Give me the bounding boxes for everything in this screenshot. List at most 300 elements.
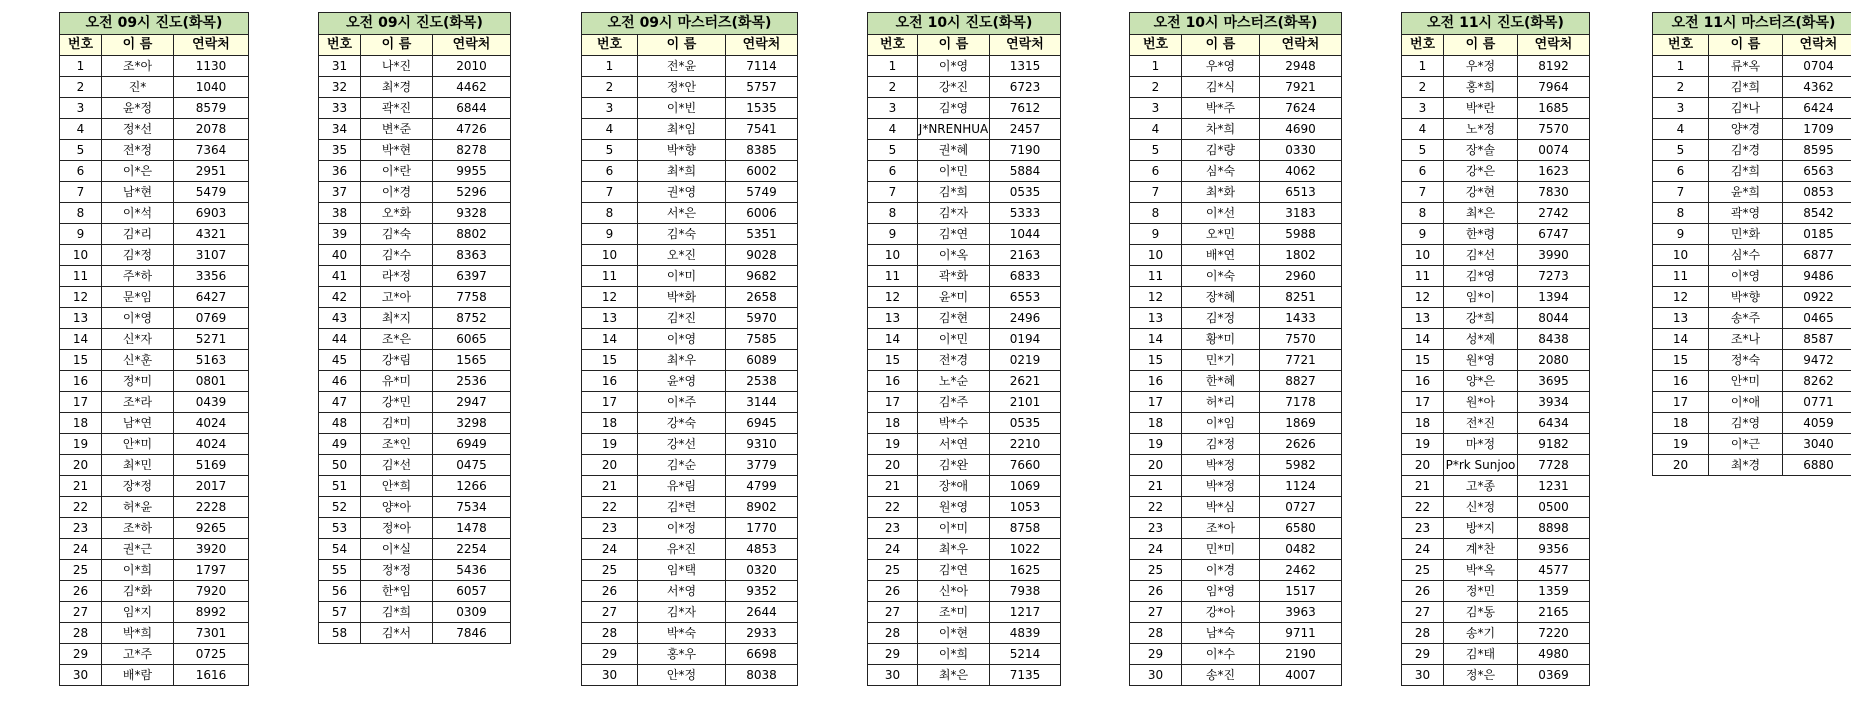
contact-number: 0853 xyxy=(1783,182,1851,203)
contact-number: 5970 xyxy=(726,308,798,329)
member-name: 강*민 xyxy=(361,392,433,413)
member-name: 차*희 xyxy=(1182,119,1260,140)
member-name: 남*현 xyxy=(102,182,174,203)
row-number: 20 xyxy=(582,455,638,476)
member-name: 김*동 xyxy=(1444,602,1518,623)
sheet-table-5 xyxy=(1129,12,1342,686)
row-number: 3 xyxy=(1402,98,1444,119)
table-title: 오전 10시 진도(화목) xyxy=(868,13,1061,35)
table-row xyxy=(1130,224,1342,245)
contact-number: 7135 xyxy=(990,665,1061,686)
table-row xyxy=(868,329,1061,350)
member-name: 김*식 xyxy=(1182,77,1260,98)
table-row xyxy=(319,140,511,161)
row-number: 17 xyxy=(1130,392,1182,413)
header-name: 이 름 xyxy=(1182,35,1260,56)
row-number: 36 xyxy=(319,161,361,182)
contact-number: 2626 xyxy=(1260,434,1342,455)
contact-number: 7534 xyxy=(433,497,511,518)
member-name: 심*숙 xyxy=(1182,161,1260,182)
member-name: 김*태 xyxy=(1444,644,1518,665)
row-number: 24 xyxy=(1130,539,1182,560)
contact-number: 0369 xyxy=(1518,665,1590,686)
member-name: 김*련 xyxy=(638,497,726,518)
row-number: 54 xyxy=(319,539,361,560)
contact-number: 5271 xyxy=(174,329,249,350)
row-number: 19 xyxy=(582,434,638,455)
contact-number: 3695 xyxy=(1518,371,1590,392)
contact-number: 8902 xyxy=(726,497,798,518)
contact-number: 6747 xyxy=(1518,224,1590,245)
table-row xyxy=(868,644,1061,665)
table-row xyxy=(1402,56,1590,77)
table-row xyxy=(582,497,798,518)
contact-number: 9356 xyxy=(1518,539,1590,560)
contact-number: 2163 xyxy=(990,245,1061,266)
member-name: 이*영 xyxy=(918,56,990,77)
row-number: 7 xyxy=(1130,182,1182,203)
contact-number: 4853 xyxy=(726,539,798,560)
row-number: 23 xyxy=(1130,518,1182,539)
member-name: 이*란 xyxy=(361,161,433,182)
contact-number: 9486 xyxy=(1783,266,1851,287)
contact-number: 5749 xyxy=(726,182,798,203)
header-contact: 연락처 xyxy=(990,35,1061,56)
member-name: 이*영 xyxy=(102,308,174,329)
contact-number: 6880 xyxy=(1783,455,1851,476)
contact-number: 7585 xyxy=(726,329,798,350)
member-name: 정*민 xyxy=(1444,581,1518,602)
member-name: 김*자 xyxy=(638,602,726,623)
contact-number: 6057 xyxy=(433,581,511,602)
row-number: 26 xyxy=(1130,581,1182,602)
row-number: 3 xyxy=(1653,98,1709,119)
row-number: 14 xyxy=(1653,329,1709,350)
row-number: 1 xyxy=(582,56,638,77)
member-name: 김*자 xyxy=(918,203,990,224)
table-row xyxy=(1402,329,1590,350)
contact-number: 7660 xyxy=(990,455,1061,476)
member-name: 안*희 xyxy=(361,476,433,497)
member-name: 노*순 xyxy=(918,371,990,392)
member-name: 권*영 xyxy=(638,182,726,203)
table-row xyxy=(868,560,1061,581)
table-title: 오전 11시 마스터즈(화목) xyxy=(1653,13,1851,35)
row-number: 16 xyxy=(1130,371,1182,392)
table-row xyxy=(1402,476,1590,497)
member-name: 심*수 xyxy=(1709,245,1783,266)
row-number: 21 xyxy=(1402,476,1444,497)
table-row xyxy=(60,560,249,581)
table-row xyxy=(1402,497,1590,518)
contact-number: 4362 xyxy=(1783,77,1851,98)
contact-number: 0320 xyxy=(726,560,798,581)
contact-number: 8038 xyxy=(726,665,798,686)
table-row xyxy=(319,560,511,581)
table-row xyxy=(1402,140,1590,161)
row-number: 5 xyxy=(868,140,918,161)
contact-number: 7921 xyxy=(1260,77,1342,98)
contact-number: 8595 xyxy=(1783,140,1851,161)
member-name: 최*은 xyxy=(1444,203,1518,224)
contact-number: 7364 xyxy=(174,140,249,161)
table-row xyxy=(60,329,249,350)
table-row xyxy=(1653,455,1851,476)
member-name: 박*화 xyxy=(638,287,726,308)
contact-number: 0535 xyxy=(990,182,1061,203)
member-name: 오*화 xyxy=(361,203,433,224)
member-name: 안*미 xyxy=(1709,371,1783,392)
row-number: 50 xyxy=(319,455,361,476)
contact-number: 4007 xyxy=(1260,665,1342,686)
member-name: 정*숙 xyxy=(1709,350,1783,371)
member-name: 고*아 xyxy=(361,287,433,308)
table-row xyxy=(582,98,798,119)
table-row xyxy=(1653,119,1851,140)
table-row xyxy=(60,224,249,245)
table-row xyxy=(1653,77,1851,98)
member-name: 김*현 xyxy=(918,308,990,329)
table-row xyxy=(1653,161,1851,182)
member-name: 김*화 xyxy=(102,581,174,602)
row-number: 22 xyxy=(60,497,102,518)
table-row xyxy=(60,497,249,518)
row-number: 19 xyxy=(1402,434,1444,455)
contact-number: 2644 xyxy=(726,602,798,623)
sheet-table-2 xyxy=(318,12,511,644)
member-name: 원*아 xyxy=(1444,392,1518,413)
contact-number: 2457 xyxy=(990,119,1061,140)
member-name: 강*숙 xyxy=(638,413,726,434)
contact-number: 5436 xyxy=(433,560,511,581)
row-number: 7 xyxy=(1402,182,1444,203)
table-row xyxy=(1402,245,1590,266)
row-number: 10 xyxy=(1653,245,1709,266)
member-name: 이*희 xyxy=(918,644,990,665)
contact-number: 9028 xyxy=(726,245,798,266)
table-row xyxy=(1402,539,1590,560)
row-number: 8 xyxy=(582,203,638,224)
contact-number: 1616 xyxy=(174,665,249,686)
contact-number: 6580 xyxy=(1260,518,1342,539)
row-number: 24 xyxy=(60,539,102,560)
table-row xyxy=(1130,476,1342,497)
member-name: P*rk Sunjoo xyxy=(1444,455,1518,476)
table-row xyxy=(60,245,249,266)
contact-number: 0725 xyxy=(174,644,249,665)
member-name: 최*민 xyxy=(102,455,174,476)
row-number: 15 xyxy=(868,350,918,371)
contact-number: 8752 xyxy=(433,308,511,329)
row-number: 23 xyxy=(1402,518,1444,539)
member-name: 이*애 xyxy=(1709,392,1783,413)
row-number: 30 xyxy=(1130,665,1182,686)
row-number: 7 xyxy=(868,182,918,203)
row-number: 17 xyxy=(1402,392,1444,413)
table-row xyxy=(1130,644,1342,665)
table-row xyxy=(1653,329,1851,350)
table-row xyxy=(319,581,511,602)
table-row xyxy=(60,119,249,140)
member-name: 김*미 xyxy=(361,413,433,434)
member-name: 황*미 xyxy=(1182,329,1260,350)
row-number: 15 xyxy=(1402,350,1444,371)
row-number: 22 xyxy=(582,497,638,518)
header-contact: 연락처 xyxy=(726,35,798,56)
contact-number: 8587 xyxy=(1783,329,1851,350)
contact-number: 6397 xyxy=(433,266,511,287)
row-number: 29 xyxy=(582,644,638,665)
header-name: 이 름 xyxy=(361,35,433,56)
row-number: 9 xyxy=(868,224,918,245)
contact-number: 5296 xyxy=(433,182,511,203)
row-number: 18 xyxy=(60,413,102,434)
row-number: 3 xyxy=(582,98,638,119)
member-name: 김*연 xyxy=(918,560,990,581)
table-row xyxy=(582,644,798,665)
member-name: 최*경 xyxy=(1709,455,1783,476)
member-name: 강*희 xyxy=(1444,308,1518,329)
member-name: 김*영 xyxy=(1444,266,1518,287)
row-number: 18 xyxy=(582,413,638,434)
table-row xyxy=(1402,560,1590,581)
row-number: 37 xyxy=(319,182,361,203)
table-row xyxy=(1402,77,1590,98)
table-row xyxy=(1402,203,1590,224)
contact-number: 1802 xyxy=(1260,245,1342,266)
contact-number: 1359 xyxy=(1518,581,1590,602)
member-name: 정*미 xyxy=(102,371,174,392)
row-number: 5 xyxy=(1130,140,1182,161)
table-row xyxy=(582,224,798,245)
header-name: 이 름 xyxy=(638,35,726,56)
row-number: 4 xyxy=(1653,119,1709,140)
contact-number: 0535 xyxy=(990,413,1061,434)
table-row xyxy=(1402,518,1590,539)
row-number: 4 xyxy=(868,119,918,140)
table-row xyxy=(582,245,798,266)
contact-number: 1266 xyxy=(433,476,511,497)
member-name: 최*화 xyxy=(1182,182,1260,203)
row-number: 18 xyxy=(868,413,918,434)
member-name: 원*영 xyxy=(1444,350,1518,371)
row-number: 27 xyxy=(1130,602,1182,623)
table-row xyxy=(319,287,511,308)
member-name: 김*주 xyxy=(918,392,990,413)
member-name: 강*현 xyxy=(1444,182,1518,203)
row-number: 52 xyxy=(319,497,361,518)
contact-number: 2080 xyxy=(1518,350,1590,371)
table-row xyxy=(1653,350,1851,371)
row-number: 19 xyxy=(1130,434,1182,455)
table-row xyxy=(582,266,798,287)
row-number: 26 xyxy=(868,581,918,602)
table-row xyxy=(868,455,1061,476)
row-number: 2 xyxy=(1653,77,1709,98)
member-name: 송*기 xyxy=(1444,623,1518,644)
row-number: 17 xyxy=(60,392,102,413)
member-name: 김*선 xyxy=(1444,245,1518,266)
row-number: 30 xyxy=(582,665,638,686)
row-number: 48 xyxy=(319,413,361,434)
contact-number: 8827 xyxy=(1260,371,1342,392)
member-name: 강*선 xyxy=(638,434,726,455)
row-number: 19 xyxy=(1653,434,1709,455)
table-row xyxy=(60,98,249,119)
member-name: 이*수 xyxy=(1182,644,1260,665)
table-row xyxy=(319,266,511,287)
row-number: 28 xyxy=(868,623,918,644)
table-row xyxy=(868,119,1061,140)
member-name: 이*미 xyxy=(918,518,990,539)
member-name: 박*수 xyxy=(918,413,990,434)
header-no: 번호 xyxy=(60,35,102,56)
row-number: 7 xyxy=(1653,182,1709,203)
table-row xyxy=(582,203,798,224)
row-number: 11 xyxy=(60,266,102,287)
row-number: 39 xyxy=(319,224,361,245)
member-name: 최*우 xyxy=(638,350,726,371)
row-number: 51 xyxy=(319,476,361,497)
row-number: 13 xyxy=(1653,308,1709,329)
member-name: 한*령 xyxy=(1444,224,1518,245)
table-row xyxy=(1130,581,1342,602)
member-name: 진* xyxy=(102,77,174,98)
table-row xyxy=(1402,266,1590,287)
contact-number: 1623 xyxy=(1518,161,1590,182)
table-row xyxy=(1130,392,1342,413)
table-row xyxy=(1402,665,1590,686)
member-name: 이*미 xyxy=(638,266,726,287)
member-name: 최*우 xyxy=(918,539,990,560)
table-row xyxy=(868,581,1061,602)
contact-number: 3990 xyxy=(1518,245,1590,266)
row-number: 21 xyxy=(60,476,102,497)
table-row xyxy=(1130,602,1342,623)
table-row xyxy=(582,329,798,350)
row-number: 30 xyxy=(60,665,102,686)
contact-number: 0219 xyxy=(990,350,1061,371)
member-name: 정*아 xyxy=(361,518,433,539)
row-number: 55 xyxy=(319,560,361,581)
row-number: 28 xyxy=(1130,623,1182,644)
table-row xyxy=(60,161,249,182)
contact-number: 0475 xyxy=(433,455,511,476)
member-name: 곽*진 xyxy=(361,98,433,119)
table-row xyxy=(60,203,249,224)
row-number: 18 xyxy=(1402,413,1444,434)
table-row xyxy=(1402,581,1590,602)
member-name: 최*지 xyxy=(361,308,433,329)
contact-number: 9352 xyxy=(726,581,798,602)
table-row xyxy=(868,497,1061,518)
row-number: 15 xyxy=(1653,350,1709,371)
member-name: 민*화 xyxy=(1709,224,1783,245)
member-name: 류*옥 xyxy=(1709,56,1783,77)
member-name: 김*희 xyxy=(1709,77,1783,98)
row-number: 29 xyxy=(60,644,102,665)
row-number: 26 xyxy=(582,581,638,602)
row-number: 42 xyxy=(319,287,361,308)
contact-number: 2165 xyxy=(1518,602,1590,623)
table-row xyxy=(582,623,798,644)
table-row xyxy=(868,224,1061,245)
contact-number: 9682 xyxy=(726,266,798,287)
table-row xyxy=(319,98,511,119)
table-row xyxy=(1402,161,1590,182)
table-row xyxy=(1402,224,1590,245)
table-row xyxy=(582,560,798,581)
member-name: 최*희 xyxy=(638,161,726,182)
table-row xyxy=(868,539,1061,560)
row-number: 20 xyxy=(1653,455,1709,476)
row-number: 35 xyxy=(319,140,361,161)
contact-number: 5988 xyxy=(1260,224,1342,245)
row-number: 1 xyxy=(868,56,918,77)
row-number: 13 xyxy=(868,308,918,329)
contact-number: 3934 xyxy=(1518,392,1590,413)
row-number: 28 xyxy=(582,623,638,644)
contact-number: 2078 xyxy=(174,119,249,140)
table-row xyxy=(1130,623,1342,644)
member-name: 우*영 xyxy=(1182,56,1260,77)
table-row xyxy=(1402,350,1590,371)
table-row xyxy=(1130,539,1342,560)
contact-number: 9182 xyxy=(1518,434,1590,455)
table-row xyxy=(582,119,798,140)
member-name: 이*경 xyxy=(361,182,433,203)
contact-number: 6844 xyxy=(433,98,511,119)
contact-number: 5351 xyxy=(726,224,798,245)
table-row xyxy=(319,329,511,350)
table-row xyxy=(868,392,1061,413)
contact-number: 2933 xyxy=(726,623,798,644)
contact-number: 2536 xyxy=(433,371,511,392)
header-no: 번호 xyxy=(319,35,361,56)
row-number: 16 xyxy=(60,371,102,392)
row-number: 22 xyxy=(1130,497,1182,518)
member-name: 이*숙 xyxy=(1182,266,1260,287)
row-number: 27 xyxy=(868,602,918,623)
table-row xyxy=(1130,182,1342,203)
member-name: 이*실 xyxy=(361,539,433,560)
member-name: 방*지 xyxy=(1444,518,1518,539)
row-number: 12 xyxy=(1653,287,1709,308)
row-number: 13 xyxy=(582,308,638,329)
row-number: 56 xyxy=(319,581,361,602)
contact-number: 3183 xyxy=(1260,203,1342,224)
table-row xyxy=(868,140,1061,161)
contact-number: 8992 xyxy=(174,602,249,623)
table-row xyxy=(1130,140,1342,161)
member-name: 고*종 xyxy=(1444,476,1518,497)
contact-number: 5884 xyxy=(990,161,1061,182)
member-name: 이*은 xyxy=(102,161,174,182)
table-row xyxy=(60,371,249,392)
member-name: 이*옥 xyxy=(918,245,990,266)
table-row xyxy=(582,602,798,623)
row-number: 6 xyxy=(60,161,102,182)
table-title: 오전 11시 진도(화목) xyxy=(1402,13,1590,35)
row-number: 18 xyxy=(1653,413,1709,434)
contact-number: 7190 xyxy=(990,140,1061,161)
contact-number: 7624 xyxy=(1260,98,1342,119)
table-row xyxy=(1402,413,1590,434)
row-number: 9 xyxy=(1653,224,1709,245)
contact-number: 7721 xyxy=(1260,350,1342,371)
table-row xyxy=(1130,98,1342,119)
member-name: 강*은 xyxy=(1444,161,1518,182)
